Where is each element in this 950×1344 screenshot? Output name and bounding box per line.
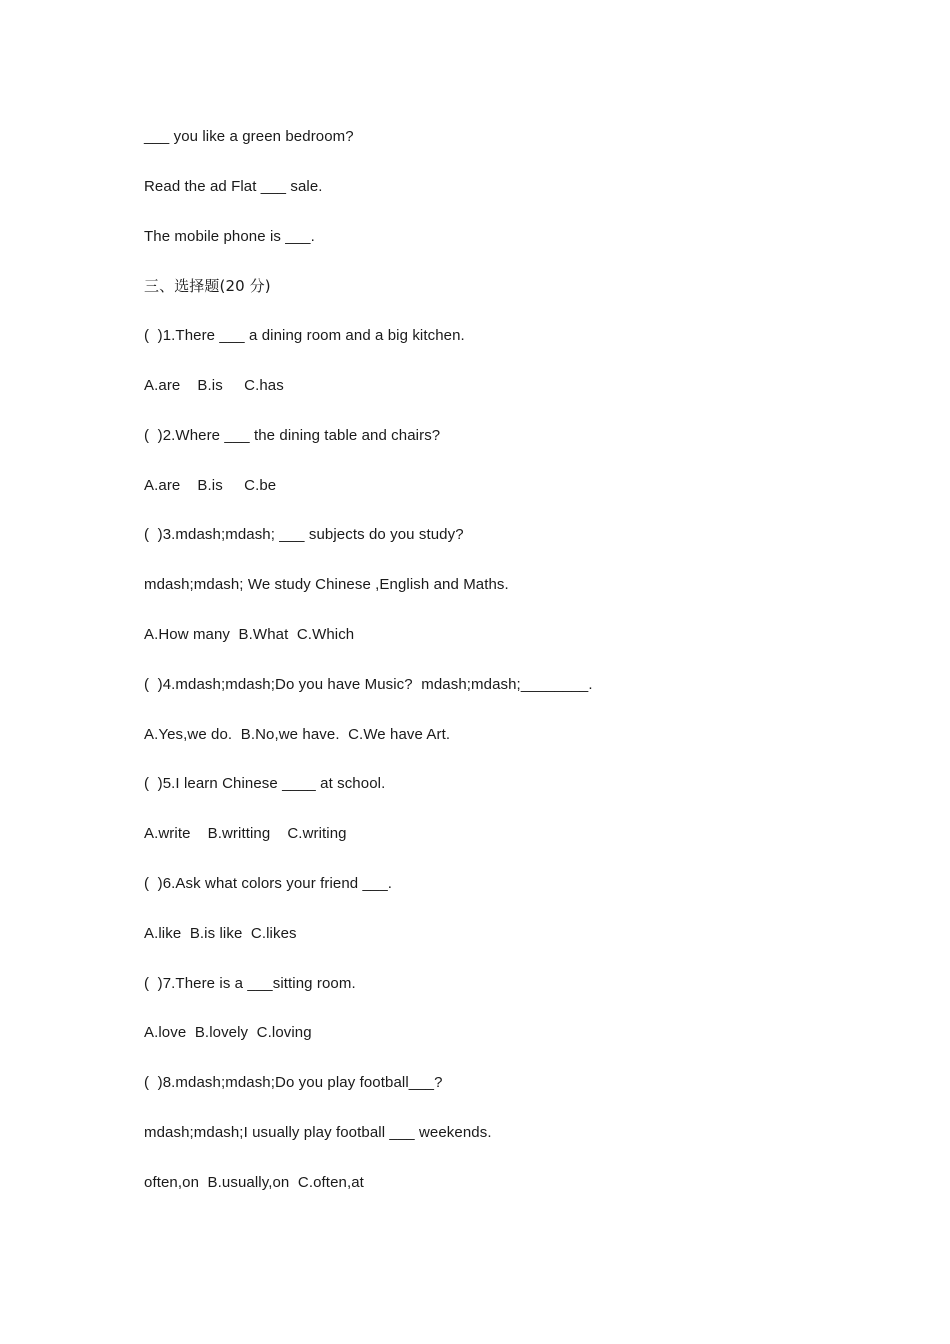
question-4: ( )4.mdash;mdash;Do you have Music? mdash;mdash;________. bbox=[144, 675, 593, 693]
question-4-options: A.Yes,we do. B.No,we have. C.We have Art. bbox=[144, 725, 451, 743]
document-body bbox=[144, 124, 844, 1220]
question-5-options: A.write B.writting C.writing bbox=[144, 825, 347, 843]
fill-in-line-2: Read the ad Flat ___ sale. bbox=[144, 177, 323, 195]
question-2: ( )2.Where ___ the dining table and chairs? bbox=[144, 426, 441, 444]
fill-in-line-3: The mobile phone is ___. bbox=[144, 227, 315, 245]
question-8-response: mdash;mdash;I usually play football ___ weekends. bbox=[144, 1123, 492, 1141]
question-5: ( )5.I learn Chinese ____ at school. bbox=[144, 775, 386, 793]
question-8: ( )8.mdash;mdash;Do you play football___? bbox=[144, 1074, 443, 1092]
fill-in-line-1: ___ you like a green bedroom? bbox=[144, 128, 354, 145]
question-6-options: A.like B.is like C.likes bbox=[144, 924, 297, 942]
question-6: ( )6.Ask what colors your friend ___. bbox=[144, 874, 393, 892]
question-2-options: A.are B.is C.be bbox=[144, 476, 277, 494]
question-7-options: A.love B.lovely C.loving bbox=[144, 1024, 312, 1042]
question-3-options: A.How many B.What C.Which bbox=[144, 625, 355, 643]
question-8-options: often,on B.usually,on C.often,at bbox=[144, 1173, 364, 1191]
question-1-options: A.are B.is C.has bbox=[144, 376, 284, 394]
section-heading: 三、选择题(20 分) bbox=[144, 277, 271, 296]
question-1: ( )1.There ___ a dining room and a big kitchen. bbox=[144, 327, 465, 345]
question-3-response: mdash;mdash; We study Chinese ,English and Maths. bbox=[144, 576, 509, 594]
question-7: ( )7.There is a ___sitting room. bbox=[144, 974, 356, 992]
question-3: ( )3.mdash;mdash; ___ subjects do you study? bbox=[144, 526, 464, 544]
